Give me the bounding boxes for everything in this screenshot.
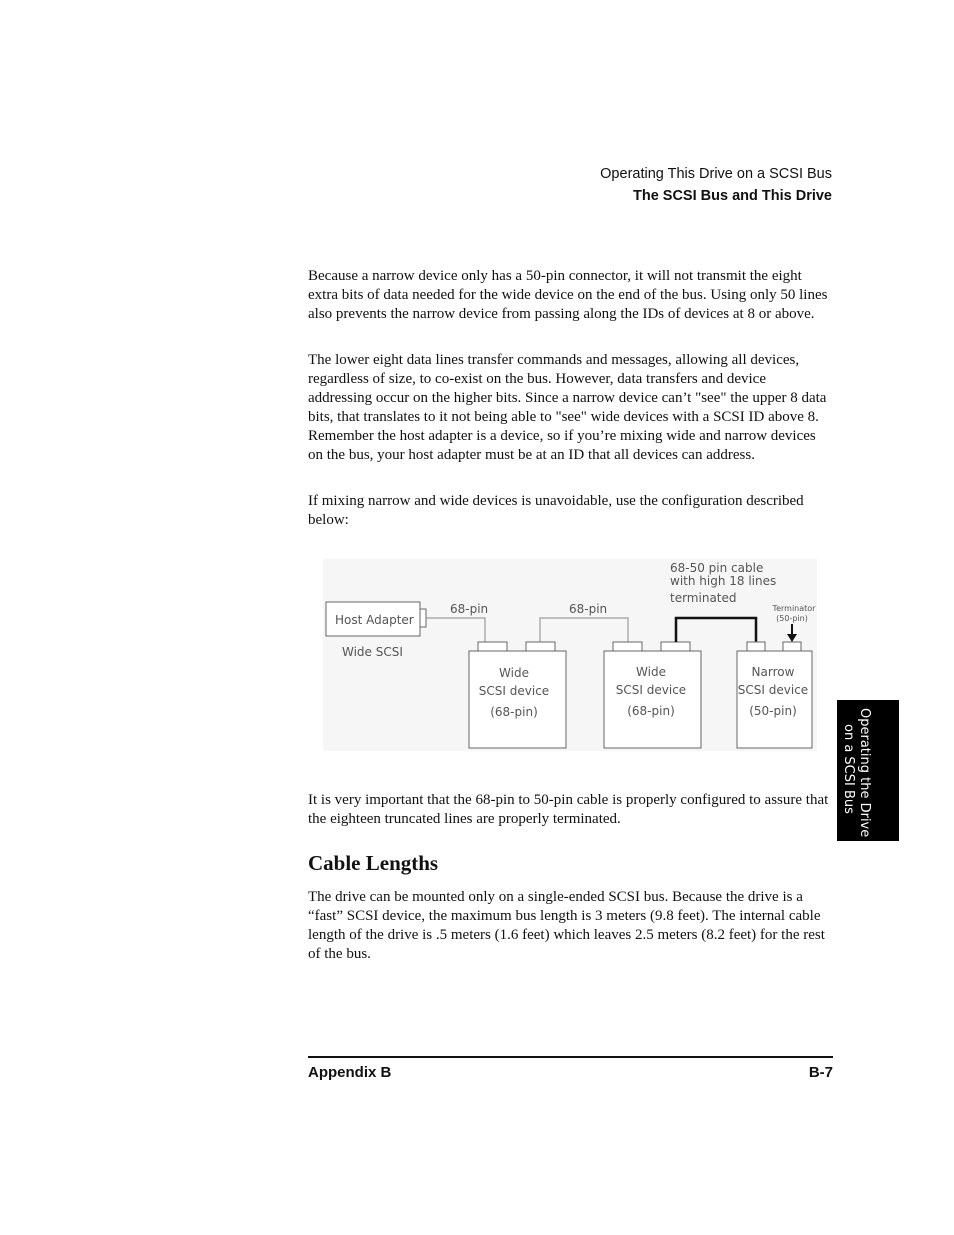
host-adapter-label: Host Adapter [335, 613, 414, 627]
device2-connector-in [613, 642, 642, 651]
paragraph-mixing-intro: If mixing narrow and wide devices is unavoidable, use the configuration described below: [308, 493, 804, 528]
running-header-section: The SCSI Bus and This Drive [632, 188, 832, 204]
side-tab-line2: on a SCSI Bus [841, 724, 856, 814]
scsi-configuration-diagram [323, 559, 817, 751]
paragraph-data-lines: The lower eight data lines transfer commands and messages, allowing all devices, regardless of size, to co-exist on the bus. However, data transfers and device addressing occur on the higher bits. Since a narrow device can’t "see" the upper 8 data bits, that translates to it not being able to "see" wide devices with a SCSI ID above 8. Remember the host adapter is a device, so if you’re mixing wide and narrow devices on the bus, your host adapter must be at an ID that all devices can address. [308, 352, 827, 463]
footer-rule [308, 1056, 833, 1058]
device3-connector-out [783, 642, 801, 651]
paragraph-cable-warning: It is very important that the 68-pin to 50-pin cable is properly configured to assure that the eighteen truncated lines are properly terminated. [308, 792, 829, 827]
host-type-label: Wide SCSI [342, 645, 403, 659]
device3-line2: SCSI device [737, 683, 809, 697]
device2-line3: (68-pin) [627, 704, 675, 718]
special-cable-line1: 68-50 pin cable [670, 561, 764, 575]
device2-connector-out [661, 642, 690, 651]
device1-line2: SCSI device [478, 684, 550, 698]
device2-line1: Wide [636, 665, 666, 679]
device3-line3: (50-pin) [749, 704, 797, 718]
chapter-thumb-tab[interactable] [837, 700, 899, 841]
terminator-line1: Terminator [772, 604, 816, 613]
device2-line2: SCSI device [615, 683, 687, 697]
special-cable-line3: terminated [670, 591, 737, 605]
device1-connector-out [526, 642, 555, 651]
section-heading-cable-lengths: Cable Lengths [308, 851, 439, 875]
host-connector [420, 609, 426, 627]
device3-connector-in [747, 642, 765, 651]
chapter-thumb-tab-text [837, 700, 899, 841]
cable1-label: 68-pin [450, 602, 489, 616]
device1-line3: (68-pin) [490, 705, 538, 719]
running-header-chapter: Operating This Drive on a SCSI Bus [600, 166, 832, 182]
device1-line1: Wide [499, 666, 529, 680]
device3-line1: Narrow [751, 665, 795, 679]
special-cable-line2: with high 18 lines [670, 574, 777, 588]
cable2-label: 68-pin [569, 602, 608, 616]
paragraph-narrow-device: Because a narrow device only has a 50-pin connector, it will not transmit the eight extra bits of data needed for the wide device on the end of the bus. Using only 50 lines also prevents the narrow device from passing along the IDs of devices at 8 or above. [308, 268, 828, 322]
footer-appendix: Appendix B [308, 1064, 392, 1081]
device1-connector-in [478, 642, 507, 651]
terminator-line2: (50-pin) [776, 614, 808, 623]
paragraph-cable-lengths: The drive can be mounted only on a single-ended SCSI bus. Because the drive is a “fast” SCSI device, the maximum bus length is 3 meters (9.8 feet). The internal cable length of the drive is .5 meters (1.6 feet) which leaves 2.5 meters (8.2 feet) for the rest of the bus. [308, 889, 825, 962]
footer-page-number: B-7 [808, 1064, 833, 1081]
side-tab-line1: Operating the Drive [857, 708, 872, 838]
